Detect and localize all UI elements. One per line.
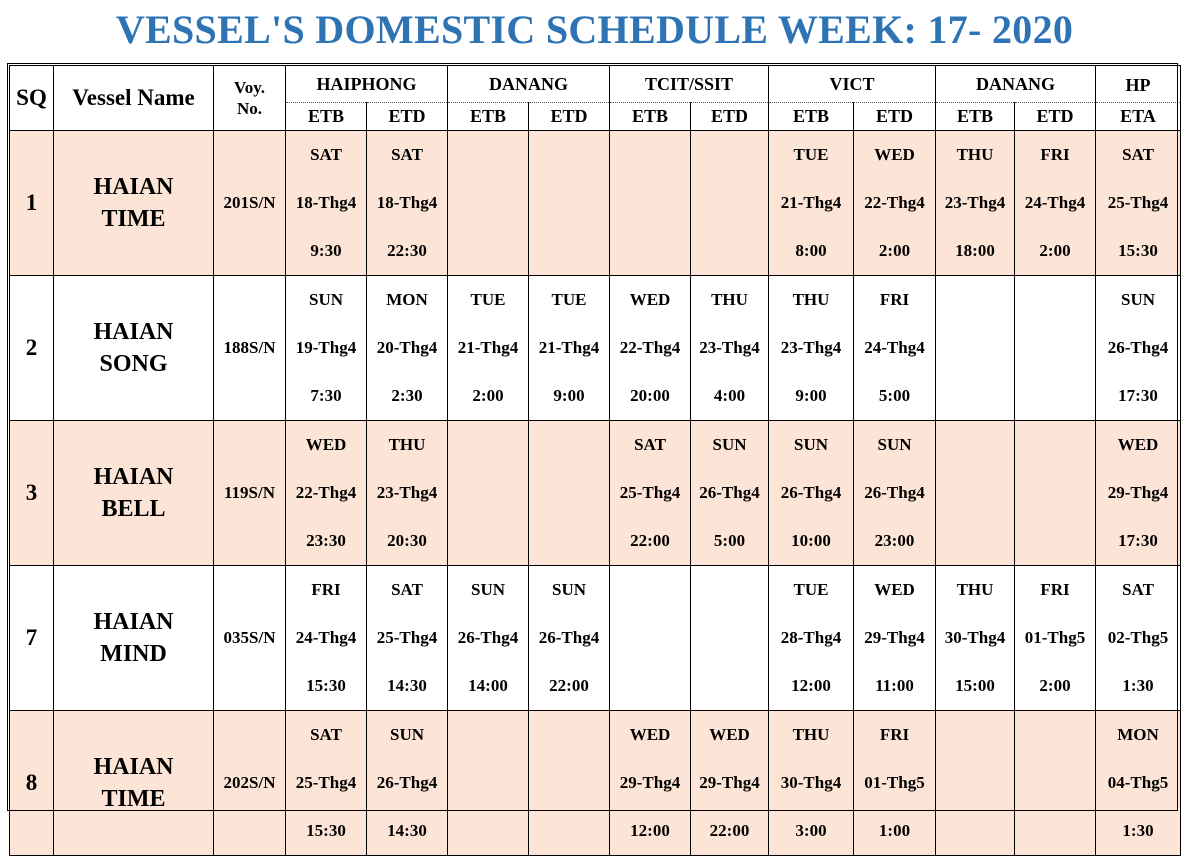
cell-time: 22:00 (709, 821, 750, 840)
cell-date (610, 614, 690, 662)
cell-day: SAT (391, 145, 423, 164)
cell-time: 8:00 (795, 241, 827, 260)
cell-time: 22:00 (630, 531, 670, 550)
cell-date (691, 614, 768, 662)
header-sub-etb: ETB (448, 103, 529, 131)
cell-day (448, 131, 528, 179)
table-row (10, 421, 1181, 566)
cell-time: 20:30 (387, 531, 427, 550)
cell-date: 22-Thg4 (619, 338, 681, 357)
cell-time: 22:30 (387, 241, 427, 260)
cell-time: 1:30 (1122, 821, 1154, 840)
cell-day: SUN (308, 290, 343, 309)
header-sub-etd: ETD (529, 103, 610, 131)
cell-time (529, 227, 609, 275)
cell-date: 28-Thg4 (780, 628, 842, 647)
header-port-haiphong: HAIPHONG (286, 66, 448, 103)
cell-time: 3:00 (795, 821, 827, 840)
cell-date: 24-Thg4 (1024, 193, 1086, 212)
header-sub-etb: ETB (610, 103, 691, 131)
cell-time: 18:00 (955, 241, 995, 260)
schedule-cell (610, 566, 691, 711)
cell-day (529, 711, 609, 759)
cell-date: 21-Thg4 (457, 338, 519, 357)
header-voy-line1: Voy. (233, 78, 266, 97)
schedule-cell (691, 276, 769, 421)
cell-time: 15:30 (306, 821, 346, 840)
cell-time: 5:00 (713, 531, 746, 550)
cell-date (529, 469, 609, 517)
cell-date: 22-Thg4 (295, 483, 357, 502)
cell-date: 24-Thg4 (295, 628, 357, 647)
vessel-name-line1: HAIAN (93, 754, 174, 780)
schedule-cell (367, 421, 448, 566)
cell-time: 15:30 (306, 676, 346, 695)
cell-date: 23-Thg4 (944, 193, 1006, 212)
cell-time (936, 807, 1014, 855)
schedule-cell (854, 711, 936, 856)
cell-time: 2:00 (878, 241, 911, 260)
cell-time: 14:30 (387, 676, 427, 695)
cell-time: 23:30 (306, 531, 346, 550)
cell-day: THU (956, 145, 994, 164)
cell-day: FRI (1040, 145, 1070, 164)
schedule-cell (448, 711, 529, 856)
cell-time: 2:00 (1039, 241, 1071, 260)
cell-date: 26-Thg4 (699, 483, 760, 502)
row-sq: 7 (10, 566, 54, 711)
row-sq: 1 (10, 131, 54, 276)
cell-day (448, 421, 528, 469)
schedule-cell (448, 276, 529, 421)
cell-day (936, 276, 1014, 324)
cell-date (529, 759, 609, 807)
schedule-cell (691, 711, 769, 856)
cell-date (448, 759, 528, 807)
schedule-cell (936, 566, 1015, 711)
schedule-cell (1096, 421, 1181, 566)
cell-date: 26-Thg4 (376, 773, 438, 792)
cell-date (610, 179, 690, 227)
header-sub-etd: ETD (691, 103, 769, 131)
cell-time: 20:00 (630, 386, 670, 405)
vessel-name-line2: MIND (100, 641, 167, 667)
vessel-name-line1: HAIAN (93, 319, 174, 345)
cell-date (448, 469, 528, 517)
vessel-name-line2: TIME (101, 206, 166, 232)
header-sub-etb: ETB (936, 103, 1015, 131)
cell-time (1015, 807, 1095, 855)
cell-date: 30-Thg4 (780, 773, 842, 792)
voyage-no: 201S/N (214, 131, 286, 276)
schedule-cell (1096, 566, 1181, 711)
schedule-cell (769, 566, 854, 711)
cell-date: 26-Thg4 (457, 628, 519, 647)
schedule-cell (529, 276, 610, 421)
cell-date (1015, 324, 1095, 372)
cell-day (1015, 276, 1095, 324)
schedule-cell (1015, 131, 1096, 276)
cell-day: TUE (793, 145, 829, 164)
table-row (10, 566, 1181, 711)
cell-day: SUN (1120, 290, 1155, 309)
cell-day: MON (386, 290, 428, 309)
cell-time (448, 807, 528, 855)
cell-date (1015, 759, 1095, 807)
cell-date (936, 324, 1014, 372)
schedule-table (9, 65, 1181, 856)
cell-date: 21-Thg4 (538, 338, 600, 357)
cell-date: 26-Thg4 (780, 483, 842, 502)
cell-date: 23-Thg4 (780, 338, 842, 357)
cell-day: WED (874, 580, 915, 599)
cell-date: 24-Thg4 (864, 338, 925, 357)
cell-date: 26-Thg4 (864, 483, 925, 502)
cell-day: SAT (1122, 145, 1154, 164)
header-sub-etd: ETD (1015, 103, 1096, 131)
header-port-danang-2: DANANG (936, 66, 1096, 103)
cell-time: 14:00 (468, 676, 508, 695)
cell-day (1015, 421, 1095, 469)
schedule-cell (367, 276, 448, 421)
cell-day: SUN (551, 580, 586, 599)
cell-day: WED (709, 725, 750, 744)
schedule-cell (769, 711, 854, 856)
cell-time: 9:00 (553, 386, 585, 405)
cell-time: 5:00 (878, 386, 911, 405)
cell-time: 23:00 (874, 531, 915, 550)
table-row (10, 711, 1181, 856)
cell-day: SUN (793, 435, 828, 454)
schedule-cell (367, 566, 448, 711)
schedule-cell (610, 276, 691, 421)
cell-time: 4:00 (713, 386, 746, 405)
cell-day (529, 131, 609, 179)
cell-date: 02-Thg5 (1107, 628, 1169, 647)
cell-day (936, 421, 1014, 469)
cell-date: 19-Thg4 (295, 338, 357, 357)
cell-day: FRI (879, 725, 910, 744)
cell-time: 22:00 (549, 676, 589, 695)
cell-date: 29-Thg4 (619, 773, 681, 792)
schedule-cell (691, 421, 769, 566)
cell-day: WED (629, 725, 671, 744)
header-row-ports (10, 66, 1181, 103)
schedule-cell (529, 566, 610, 711)
vessel-name (54, 421, 214, 566)
schedule-cell (1015, 276, 1096, 421)
cell-time: 2:00 (472, 386, 504, 405)
cell-time: 1:00 (878, 821, 911, 840)
vessel-name (54, 131, 214, 276)
table-row (10, 276, 1181, 421)
schedule-cell (769, 276, 854, 421)
schedule-cell (529, 421, 610, 566)
cell-time: 2:30 (391, 386, 423, 405)
cell-day: THU (711, 290, 748, 309)
schedule-cell (854, 276, 936, 421)
schedule-cell (691, 566, 769, 711)
vessel-name-line2: TIME (101, 786, 166, 812)
cell-date (936, 469, 1014, 517)
vessel-name-line1: HAIAN (93, 464, 174, 490)
header-vessel-name: Vessel Name (54, 66, 214, 131)
cell-date: 29-Thg4 (699, 773, 760, 792)
header-hp-name: HP (1096, 67, 1180, 103)
row-sq: 8 (10, 711, 54, 856)
cell-date: 22-Thg4 (864, 193, 925, 212)
cell-time: 15:30 (1118, 241, 1158, 260)
cell-time (610, 227, 690, 275)
schedule-cell (286, 276, 367, 421)
schedule-cell (529, 711, 610, 856)
cell-day (529, 421, 609, 469)
vessel-name-line2: SONG (99, 351, 168, 377)
schedule-cell (936, 276, 1015, 421)
cell-time (691, 227, 768, 275)
cell-time: 9:30 (310, 241, 342, 260)
header-voy-line2: No. (236, 99, 263, 118)
cell-day: TUE (551, 290, 587, 309)
cell-date: 23-Thg4 (376, 483, 438, 502)
cell-day: SUN (712, 435, 747, 454)
cell-day: THU (388, 435, 426, 454)
header-port-vict: VICT (769, 66, 936, 103)
cell-time (448, 517, 528, 565)
cell-day (448, 711, 528, 759)
cell-time: 12:00 (630, 821, 670, 840)
voyage-no: 119S/N (214, 421, 286, 566)
cell-day: FRI (311, 580, 341, 599)
cell-time (529, 517, 609, 565)
vessel-name-line1: HAIAN (93, 174, 174, 200)
schedule-cell (691, 131, 769, 276)
cell-time (529, 807, 609, 855)
header-voyage-no (214, 66, 286, 131)
schedule-cell (448, 566, 529, 711)
schedule-cell (936, 711, 1015, 856)
cell-day: THU (792, 290, 830, 309)
cell-day: MON (1117, 725, 1159, 744)
cell-date (936, 759, 1014, 807)
schedule-cell (610, 131, 691, 276)
cell-date: 18-Thg4 (376, 193, 438, 212)
cell-time: 1:30 (1122, 676, 1154, 695)
vessel-name-line1: HAIAN (93, 609, 174, 635)
cell-time: 7:30 (310, 386, 342, 405)
cell-date: 04-Thg5 (1107, 773, 1169, 792)
schedule-cell (286, 131, 367, 276)
cell-date: 29-Thg4 (864, 628, 925, 647)
cell-time: 17:30 (1118, 386, 1158, 405)
cell-date: 25-Thg4 (619, 483, 681, 502)
cell-day (610, 131, 690, 179)
cell-day (610, 566, 690, 614)
schedule-cell (936, 131, 1015, 276)
schedule-cell (854, 566, 936, 711)
schedule-cell (936, 421, 1015, 566)
header-port-danang: DANANG (448, 66, 610, 103)
cell-time (1015, 372, 1095, 420)
cell-date (448, 179, 528, 227)
schedule-cell (1015, 566, 1096, 711)
cell-day: SAT (634, 435, 666, 454)
schedule-cell (286, 566, 367, 711)
vessel-name (54, 566, 214, 711)
cell-day: TUE (793, 580, 829, 599)
cell-day: THU (956, 580, 994, 599)
cell-day: WED (1117, 435, 1159, 454)
cell-time (610, 662, 690, 710)
cell-day: WED (305, 435, 347, 454)
vessel-name-line2: BELL (101, 496, 166, 522)
header-port-tcit-ssit: TCIT/SSIT (610, 66, 769, 103)
header-port-hp (1096, 66, 1181, 131)
cell-time: 12:00 (791, 676, 831, 695)
schedule-cell (448, 131, 529, 276)
cell-day: TUE (470, 290, 506, 309)
cell-date: 20-Thg4 (376, 338, 438, 357)
row-sq: 3 (10, 421, 54, 566)
cell-date (529, 179, 609, 227)
cell-date: 30-Thg4 (944, 628, 1006, 647)
cell-time (936, 372, 1014, 420)
voyage-no: 202S/N (214, 711, 286, 856)
cell-day: SUN (389, 725, 424, 744)
schedule-cell (1096, 711, 1181, 856)
cell-day: WED (874, 145, 915, 164)
cell-date: 29-Thg4 (1107, 483, 1169, 502)
cell-time: 14:30 (387, 821, 427, 840)
cell-date (691, 179, 768, 227)
cell-day: SAT (1122, 580, 1154, 599)
vessel-name (54, 276, 214, 421)
header-sub-etb: ETB (769, 103, 854, 131)
row-sq: 2 (10, 276, 54, 421)
schedule-cell (854, 421, 936, 566)
cell-date: 01-Thg5 (864, 773, 925, 792)
cell-day (691, 131, 768, 179)
cell-day: THU (792, 725, 830, 744)
cell-time (691, 662, 768, 710)
cell-time: 9:00 (795, 386, 827, 405)
schedule-cell (1015, 711, 1096, 856)
cell-day (1015, 711, 1095, 759)
schedule-cell (1096, 131, 1181, 276)
cell-date: 23-Thg4 (699, 338, 760, 357)
cell-time (448, 227, 528, 275)
schedule-cell (286, 711, 367, 856)
schedule-cell (529, 131, 610, 276)
cell-time (1015, 517, 1095, 565)
cell-day: SAT (310, 725, 342, 744)
schedule-cell (286, 421, 367, 566)
schedule-cell (1015, 421, 1096, 566)
cell-time: 17:30 (1118, 531, 1158, 550)
schedule-cell (769, 421, 854, 566)
page-title: VESSEL'S DOMESTIC SCHEDULE WEEK: 17- 2020 (115, 7, 1074, 52)
cell-day: FRI (879, 290, 910, 309)
table-row (10, 131, 1181, 276)
cell-date: 25-Thg4 (1107, 193, 1169, 212)
cell-time (936, 517, 1014, 565)
cell-date: 26-Thg4 (538, 628, 600, 647)
cell-date: 01-Thg5 (1024, 628, 1086, 647)
cell-date: 25-Thg4 (295, 773, 357, 792)
header-sub-etd: ETD (854, 103, 936, 131)
header-sq: SQ (10, 66, 54, 131)
schedule-cell (367, 131, 448, 276)
cell-day: FRI (1040, 580, 1070, 599)
cell-day: SAT (310, 145, 342, 164)
cell-day: SAT (391, 580, 423, 599)
schedule-cell (769, 131, 854, 276)
header-sub-etb: ETB (286, 103, 367, 131)
schedule-cell (1096, 276, 1181, 421)
voyage-no: 035S/N (214, 566, 286, 711)
cell-day: WED (629, 290, 671, 309)
schedule-cell (610, 711, 691, 856)
cell-time: 15:00 (955, 676, 995, 695)
cell-date: 18-Thg4 (295, 193, 357, 212)
cell-day: SUN (877, 435, 912, 454)
cell-time: 10:00 (791, 531, 831, 550)
header-hp-eta: ETA (1120, 105, 1156, 126)
cell-time: 2:00 (1039, 676, 1071, 695)
cell-day (936, 711, 1014, 759)
cell-date: 21-Thg4 (780, 193, 842, 212)
voyage-no: 188S/N (214, 276, 286, 421)
schedule-cell (610, 421, 691, 566)
header-sub-etd: ETD (367, 103, 448, 131)
cell-day: SUN (470, 580, 505, 599)
cell-date: 26-Thg4 (1107, 338, 1169, 357)
vessel-name (54, 711, 214, 856)
schedule-cell (367, 711, 448, 856)
cell-date: 25-Thg4 (376, 628, 438, 647)
cell-date (1015, 469, 1095, 517)
cell-day (691, 566, 768, 614)
schedule-cell (448, 421, 529, 566)
cell-time: 11:00 (875, 676, 914, 695)
schedule-cell (854, 131, 936, 276)
